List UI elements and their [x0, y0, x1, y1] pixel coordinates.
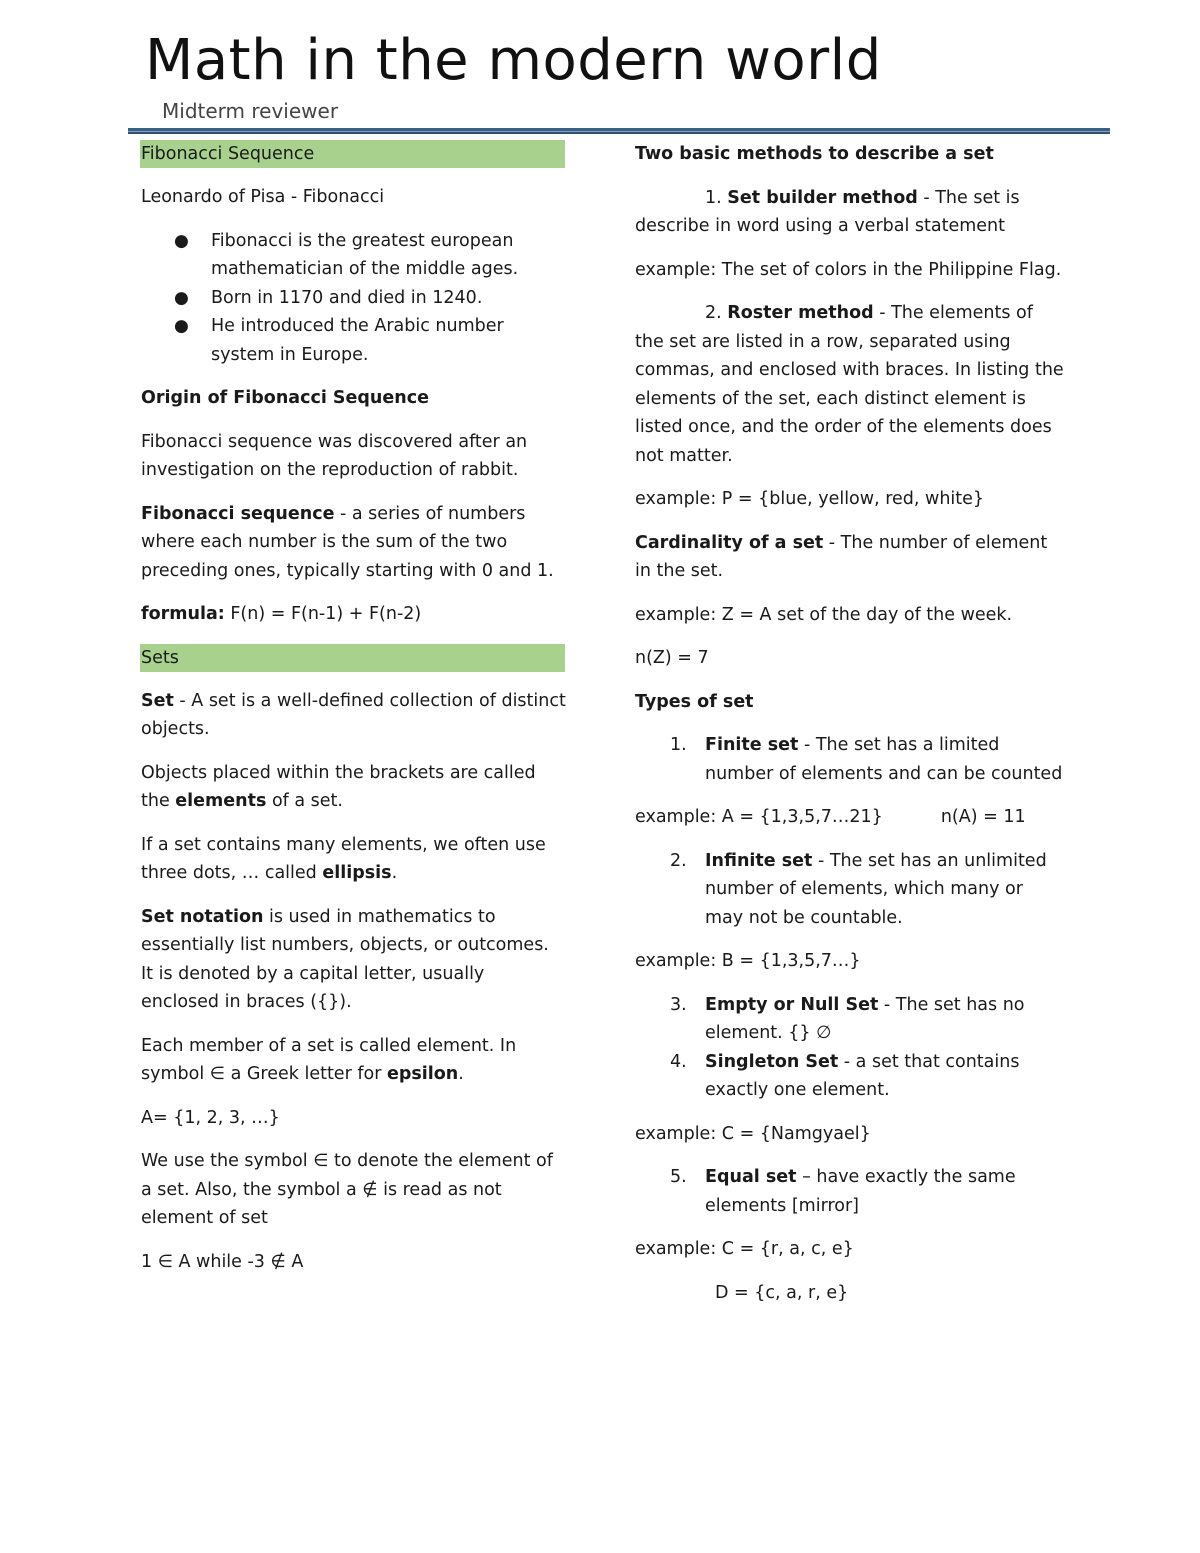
document-subtitle: Midterm reviewer — [162, 99, 339, 123]
section-heading-fibonacci: Fibonacci Sequence — [140, 140, 565, 168]
roster-method: 2. Roster method - The elements of the set are listed in a row, separated using commas, and enclosed with braces. In listing the elements of the set, each distinct element is listed once, and the order of the elements does not matter. — [635, 303, 1064, 466]
cardinality-example: example: Z = A set of the day of the week. — [635, 604, 1013, 625]
cardinality-definition: Cardinality of a set - The number of element in the set. — [635, 532, 1048, 581]
list-item — [141, 312, 566, 369]
formula-line: formula: F(n) = F(n-1) + F(n-2) — [141, 604, 422, 624]
cardinality-value: n(Z) = 7 — [635, 648, 709, 668]
list-number: 4. — [670, 1051, 687, 1072]
set-definition: Set - A set is a well-defined collection of distinct objects. — [141, 690, 566, 739]
list-item-text: Fibonacci is the greatest european mathematician of the middle ages. — [211, 230, 519, 279]
type-empty: 3. Empty or Null Set - The set has no element. {} ∅ — [635, 991, 1065, 1048]
list-item-text: Born in 1170 and died in 1240. — [211, 287, 483, 308]
types-heading: Types of set — [635, 691, 754, 712]
origin-text: Fibonacci sequence was discovered after an investigation on the reproduction of rabbit. — [141, 431, 528, 480]
document-title: Math in the modern world — [145, 28, 882, 93]
set-notation-paragraph: Set notation is used in mathematics to essentially list numbers, objects, or outcomes. It is denoted by a capital letter, usually enclosed in braces ({}). — [141, 906, 549, 1012]
type-finite: 1. Finite set - The set has a limited number of elements and can be counted — [635, 731, 1065, 788]
left-column — [141, 140, 566, 1291]
list-number: 1. — [670, 735, 687, 755]
set-a-example: A= {1, 2, 3, …} — [141, 1107, 280, 1128]
epsilon-paragraph: Each member of a set is called element. In symbol ∈ a Greek letter for epsilon. — [141, 1035, 517, 1084]
infinite-example: example: B = {1,3,5,7…} — [635, 951, 861, 971]
membership-example: 1 ∈ A while -3 ∉ A — [141, 1251, 304, 1272]
fibonacci-definition: Fibonacci sequence - a series of numbers where each number is the sum of the two preceding ones, typically starting with 0 and 1. — [141, 503, 554, 581]
ellipsis-paragraph: If a set contains many elements, we often use three dots, … called ellipsis. — [141, 834, 546, 883]
title-divider — [128, 128, 1110, 134]
leonardo-line: Leonardo of Pisa - Fibonacci — [141, 187, 385, 207]
type-infinite: 2. Infinite set - The set has an unlimited number of elements, which many or may not be countable. — [635, 847, 1065, 933]
roster-example: example: P = {blue, yellow, red, white} — [635, 489, 985, 509]
elements-paragraph: Objects placed within the brackets are called the elements of a set. — [141, 762, 536, 811]
singleton-example: example: C = {Namgyael} — [635, 1123, 871, 1144]
list-number: 3. — [670, 994, 687, 1015]
list-item — [141, 227, 566, 284]
symbol-paragraph: We use the symbol ∈ to denote the element of a set. Also, the symbol a ∉ is read as not element of set — [141, 1151, 553, 1228]
equal-example-c: example: C = {r, a, c, e} — [635, 1239, 854, 1259]
set-builder-method: 1. Set builder method - The set is describe in word using a verbal statement — [635, 187, 1020, 236]
bullet-icon: ● — [174, 287, 189, 308]
origin-heading: Origin of Fibonacci Sequence — [141, 388, 429, 408]
set-builder-example: example: The set of colors in the Philippine Flag. — [635, 259, 1062, 280]
equal-example-d: D = {c, a, r, e} — [715, 1282, 849, 1303]
list-number: 5. — [670, 1167, 687, 1187]
list-item-text: He introduced the Arabic number system in Europe. — [211, 316, 504, 365]
list-item — [141, 284, 566, 313]
methods-heading: Two basic methods to describe a set — [635, 144, 994, 164]
finite-example: example: A = {1,3,5,7…21} n(A) = 11 — [635, 807, 1026, 827]
section-heading-sets: Sets — [140, 644, 565, 672]
bullet-icon: ● — [174, 316, 189, 336]
bullet-icon: ● — [174, 230, 189, 251]
list-number: 2. — [670, 850, 687, 871]
type-singleton: 4. Singleton Set - a set that contains exactly one element. — [635, 1048, 1065, 1105]
fibonacci-bullet-list — [141, 227, 566, 370]
right-column — [635, 140, 1065, 1322]
type-equal: 5. Equal set – have exactly the same elements [mirror] — [635, 1163, 1065, 1220]
